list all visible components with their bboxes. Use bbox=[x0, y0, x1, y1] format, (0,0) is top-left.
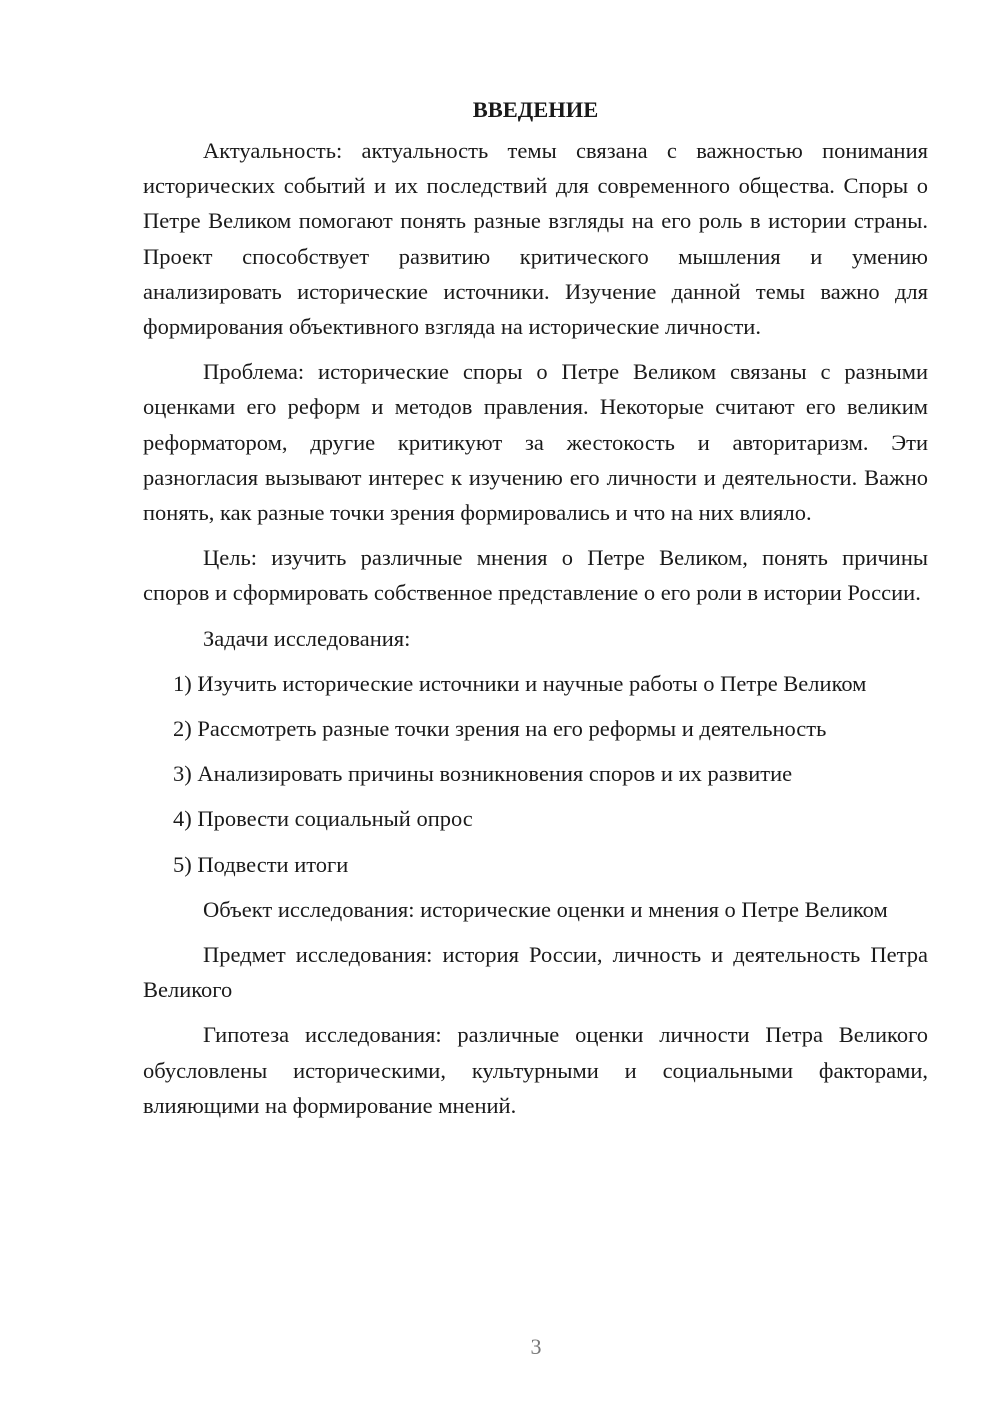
task-item-2: 2) Рассмотреть разные точки зрения на его реформы и деятельность bbox=[173, 716, 827, 742]
task-item-3: 3) Анализировать причины возникновения споров и их развитие bbox=[173, 761, 793, 787]
page-number: 3 bbox=[530, 1334, 542, 1359]
hypothesis-paragraph: Гипотеза исследования: различные оценки личности Петра Великого обусловлены историческими, культурными и социальными факторами, влияющими на формирование мнений. bbox=[143, 1022, 928, 1118]
object-paragraph: Объект исследования: исторические оценки и мнения о Петре Великом bbox=[203, 896, 888, 922]
task-item-4: 4) Провести социальный опрос bbox=[173, 806, 473, 832]
tasks-heading: Задачи исследования: bbox=[203, 625, 411, 651]
task-item-5: 5) Подвести итоги bbox=[173, 851, 349, 877]
document-page bbox=[143, 92, 928, 1133]
subject-paragraph: Предмет исследования: история России, личность и деятельность Петра Великого bbox=[143, 942, 928, 1003]
task-item-1: 1) Изучить исторические источники и научные работы о Петре Великом bbox=[173, 670, 867, 696]
relevance-paragraph: Актуальность: актуальность темы связана с важностью понимания исторических событий и их последствий для современного общества. Споры о Петре Великом помогают понять разные взгляды на его роль в истории страны. Проект способствует развитию критического мышления и умению анализировать исторические источники. Изучение данной темы важно для формирования объективного взгляда на исторические личности. bbox=[143, 138, 928, 340]
problem-paragraph: Проблема: исторические споры о Петре Великом связаны с разными оценками его реформ и методов правления. Некоторые считают его великим реформатором, другие критикуют за жестокость и авторитаризм. Эти разногласия вызывают интерес к изучению его личности и деятельности. Важно понять, как разные точки зрения формировались и что на них влияло. bbox=[143, 359, 928, 526]
goal-paragraph: Цель: изучить различные мнения о Петре Великом, понять причины споров и сформировать собственное представление о его роли в истории России. bbox=[143, 545, 928, 606]
section-title: ВВЕДЕНИЕ bbox=[472, 97, 599, 122]
